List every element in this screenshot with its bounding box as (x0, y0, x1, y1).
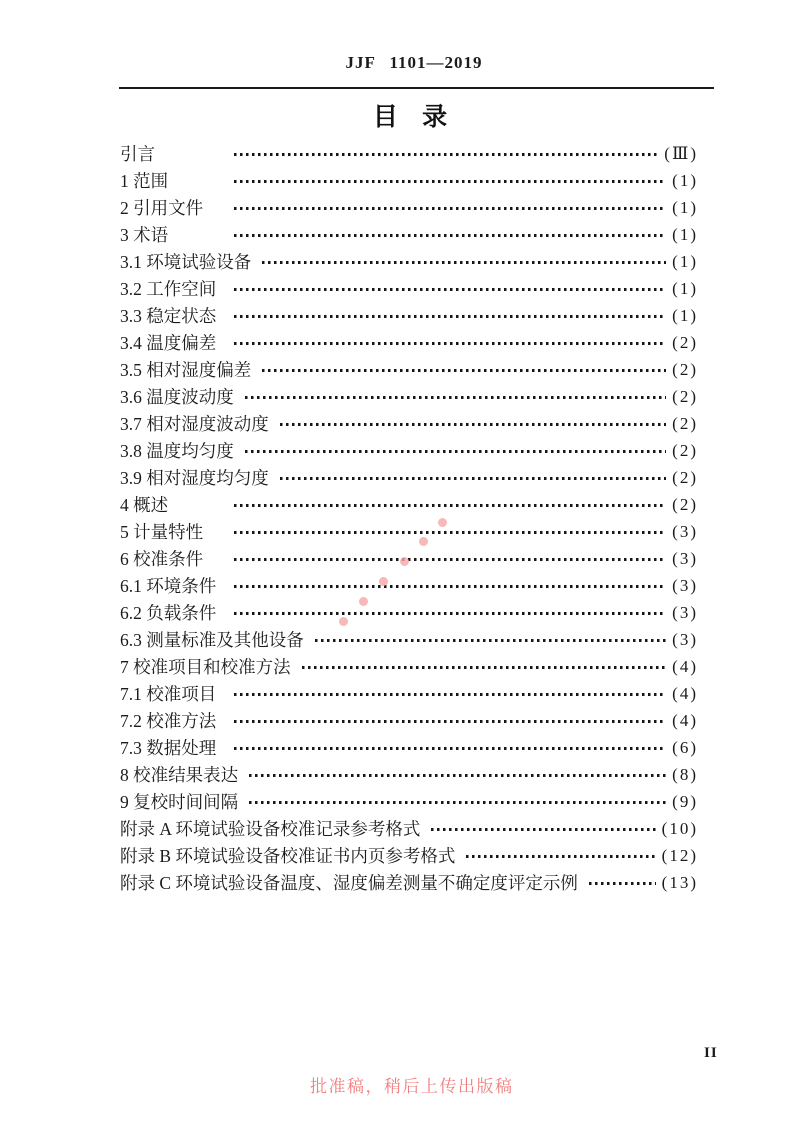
toc-entry-label: 3.1 环境试验设备 (120, 252, 252, 272)
toc-entry-page: (1) (672, 278, 698, 298)
toc-dotted-leader (234, 180, 666, 183)
toc-entry-label: 6.2 负载条件 (120, 603, 217, 623)
toc-entry-label: 3.3 稳定状态 (120, 306, 217, 326)
toc-dotted-leader (234, 153, 658, 156)
toc-entry (120, 221, 698, 248)
toc-entry-page: (3) (672, 629, 698, 649)
toc-dotted-leader (234, 720, 666, 723)
toc-entry-label: 7.2 校准方法 (120, 711, 217, 731)
toc-entry-label: 附录 C 环境试验设备温度、湿度偏差测量不确定度评定示例 (120, 873, 578, 893)
toc-entry-page: (2) (672, 413, 698, 433)
toc-dotted-leader (315, 639, 666, 642)
toc-dotted-leader (234, 207, 666, 210)
toc-entry-label: 引言 (120, 144, 155, 164)
toc-dotted-leader (234, 315, 666, 318)
toc-dotted-leader (280, 477, 666, 480)
toc-entry (120, 869, 698, 896)
header-rule (119, 87, 714, 89)
toc-entry-page: (2) (672, 359, 698, 379)
toc-entry-label: 3.7 相对湿度波动度 (120, 414, 269, 434)
toc-entry-page: (3) (672, 602, 698, 622)
toc-entry-label: 7 校准项目和校准方法 (120, 657, 291, 677)
toc-entry-page: (12) (661, 845, 698, 865)
toc-entry (120, 680, 698, 707)
toc-dotted-leader (234, 693, 666, 696)
toc-entry-label: 3.8 温度均匀度 (120, 441, 234, 461)
toc-entry-page: (13) (661, 872, 698, 892)
toc-entry (120, 248, 698, 275)
toc-entry-page: (4) (672, 710, 698, 730)
toc-entry-page: (3) (672, 548, 698, 568)
toc-entry-label: 5 计量特性 (120, 522, 204, 542)
toc-entry (120, 410, 698, 437)
toc-entry-label: 附录 A 环境试验设备校准记录参考格式 (120, 819, 421, 839)
toc-entry-page: (3) (672, 575, 698, 595)
watermark-dot (379, 577, 388, 586)
toc-entry-page: (2) (672, 332, 698, 352)
toc-dotted-leader (234, 531, 666, 534)
toc-dotted-leader (249, 774, 666, 777)
toc-entry (120, 140, 698, 167)
toc-entry (120, 707, 698, 734)
toc-entry (120, 626, 698, 653)
toc-entry-label: 8 校准结果表达 (120, 765, 239, 785)
toc-entry (120, 599, 698, 626)
toc-entry (120, 572, 698, 599)
toc-dotted-leader (280, 423, 666, 426)
toc-dotted-leader (234, 288, 666, 291)
toc-entry-page: (4) (672, 683, 698, 703)
draft-note: 批准稿，稍后上传出版稿 (310, 1077, 514, 1096)
toc-dotted-leader (466, 855, 655, 858)
toc-entry-page: (1) (672, 224, 698, 244)
watermark-dot (359, 597, 368, 606)
toc-entry (120, 734, 698, 761)
toc-entry (120, 302, 698, 329)
toc-entry (120, 788, 698, 815)
toc-entry (120, 275, 698, 302)
watermark-dot (419, 537, 428, 546)
toc-entry-page: (9) (672, 791, 698, 811)
page-number: II (704, 1045, 718, 1061)
toc-dotted-leader (431, 828, 655, 831)
toc-entry (120, 464, 698, 491)
toc-entry-page: (Ⅲ) (664, 143, 698, 163)
toc-entry (120, 491, 698, 518)
toc-entry-label: 1 范围 (120, 171, 169, 191)
toc-entry-label: 2 引用文件 (120, 198, 204, 218)
toc-dotted-leader (245, 450, 666, 453)
toc-dotted-leader (234, 234, 666, 237)
toc-entry-label: 3 术语 (120, 225, 169, 245)
toc-entry (120, 545, 698, 572)
toc-entry (120, 167, 698, 194)
toc-entry-page: (3) (672, 521, 698, 541)
toc-dotted-leader (302, 666, 667, 669)
table-of-contents (120, 140, 698, 896)
toc-entry (120, 842, 698, 869)
toc-dotted-leader (234, 558, 666, 561)
toc-entry-page: (8) (672, 764, 698, 784)
toc-dotted-leader (245, 396, 666, 399)
toc-entry (120, 194, 698, 221)
toc-dotted-leader (234, 747, 666, 750)
toc-dotted-leader (589, 882, 656, 885)
toc-dotted-leader (234, 504, 666, 507)
standard-code-header: JJF 1101—2019 (345, 53, 483, 72)
toc-entry-page: (1) (672, 197, 698, 217)
watermark-dot (438, 518, 447, 527)
toc-entry-page: (2) (672, 386, 698, 406)
toc-entry-label: 6 校准条件 (120, 549, 204, 569)
page-title: 目 录 (372, 104, 448, 131)
toc-entry-label: 附录 B 环境试验设备校准证书内页参考格式 (120, 846, 456, 866)
toc-entry-label: 7.1 校准项目 (120, 684, 217, 704)
toc-entry-page: (2) (672, 467, 698, 487)
toc-entry-label: 6.3 测量标准及其他设备 (120, 630, 304, 650)
toc-entry (120, 761, 698, 788)
toc-entry-label: 3.2 工作空间 (120, 279, 217, 299)
toc-entry (120, 815, 698, 842)
toc-entry-page: (2) (672, 440, 698, 460)
toc-entry-label: 9 复校时间间隔 (120, 792, 239, 812)
toc-entry-label: 7.3 数据处理 (120, 738, 217, 758)
toc-entry-label: 3.5 相对湿度偏差 (120, 360, 252, 380)
toc-dotted-leader (262, 261, 666, 264)
toc-entry-label: 6.1 环境条件 (120, 576, 217, 596)
toc-entry-page: (1) (672, 251, 698, 271)
toc-entry (120, 653, 698, 680)
toc-entry-page: (10) (661, 818, 698, 838)
toc-entry-page: (1) (672, 305, 698, 325)
toc-entry-page: (2) (672, 494, 698, 514)
watermark-dot (339, 617, 348, 626)
toc-entry-page: (6) (672, 737, 698, 757)
toc-entry (120, 356, 698, 383)
toc-dotted-leader (234, 612, 666, 615)
toc-dotted-leader (234, 342, 666, 345)
toc-entry (120, 437, 698, 464)
toc-dotted-leader (249, 801, 666, 804)
toc-entry-page: (1) (672, 170, 698, 190)
toc-dotted-leader (262, 369, 666, 372)
toc-entry (120, 518, 698, 545)
toc-entry (120, 329, 698, 356)
watermark-dot (400, 557, 409, 566)
toc-dotted-leader (234, 585, 666, 588)
toc-entry (120, 383, 698, 410)
toc-entry-page: (4) (672, 656, 698, 676)
toc-entry-label: 3.6 温度波动度 (120, 387, 234, 407)
toc-entry-label: 3.9 相对湿度均匀度 (120, 468, 269, 488)
toc-entry-label: 4 概述 (120, 495, 169, 515)
toc-entry-label: 3.4 温度偏差 (120, 333, 217, 353)
